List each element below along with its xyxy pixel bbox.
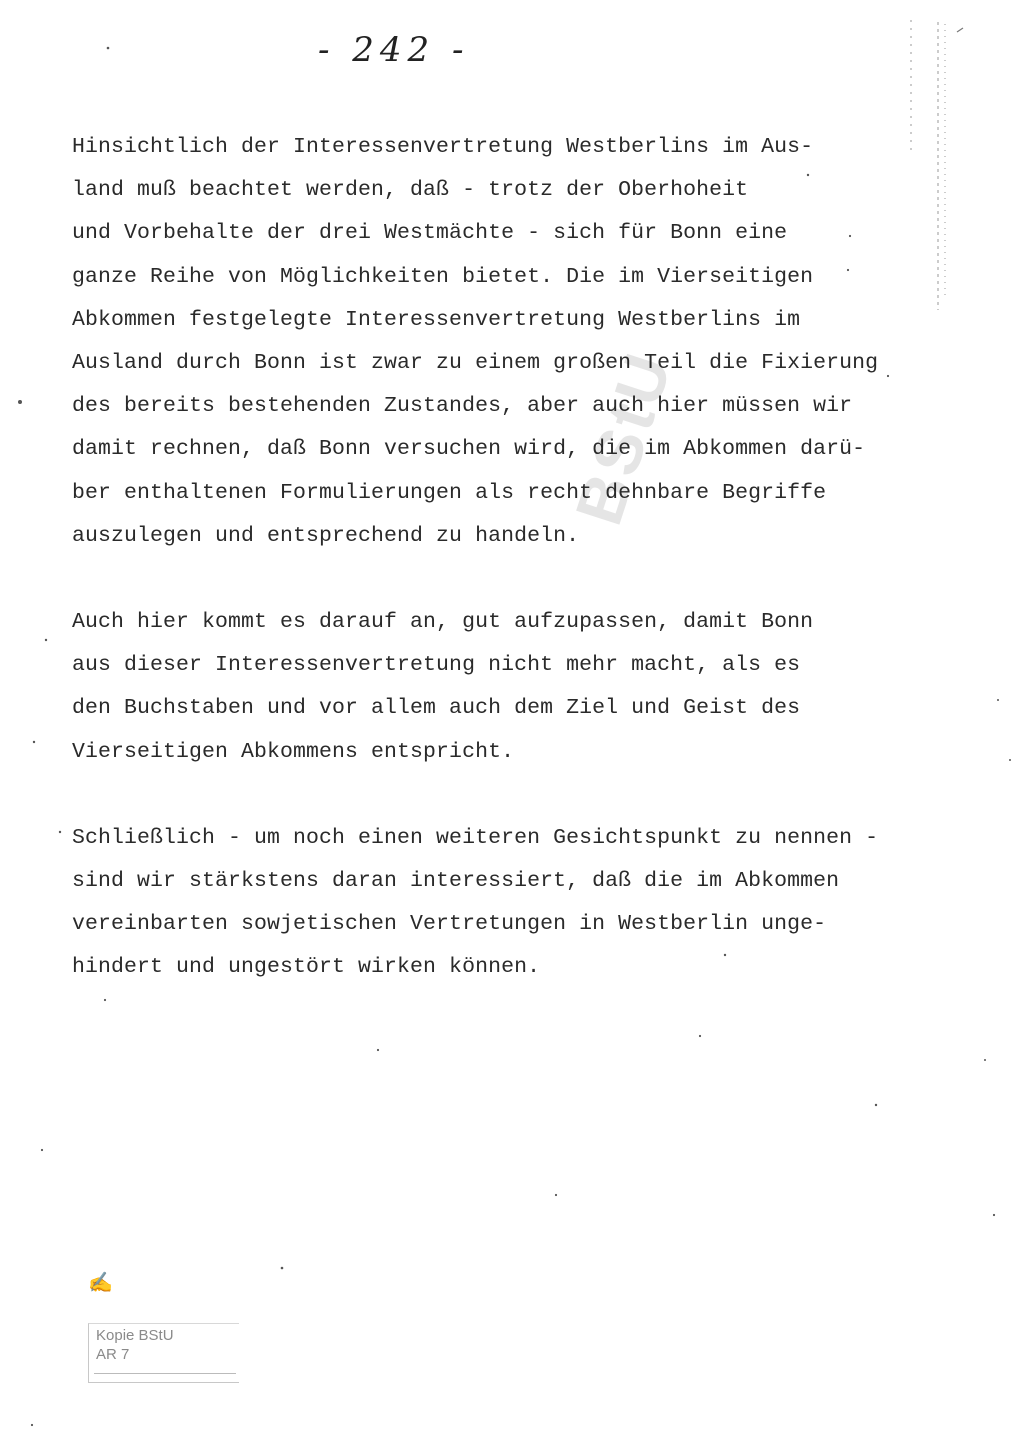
text-line: Schließlich - um noch einen weiteren Gesichtspunkt zu nennen - bbox=[72, 825, 879, 850]
text-line: ber enthaltenen Formulierungen als recht dehnbare Begriffe bbox=[72, 480, 827, 505]
text-line: Abkommen festgelegte Interessenvertretung Westberlins im bbox=[72, 307, 801, 332]
text-line: vereinbarten sowjetischen Vertretungen in Westberlin unge- bbox=[72, 912, 827, 937]
archive-stamp bbox=[88, 1323, 239, 1383]
text-line: hindert und ungestört wirken können. bbox=[72, 955, 541, 980]
text-line: land muß beachtet werden, daß - trotz der Oberhoheit bbox=[72, 178, 749, 203]
text-line: Ausland durch Bonn ist zwar zu einem großen Teil die Fixierung bbox=[72, 351, 879, 376]
page-number: - 242 - bbox=[318, 30, 470, 70]
text-line: aus dieser Interessenvertretung nicht mehr macht, als es bbox=[72, 653, 801, 678]
bstu-watermark: BStU bbox=[560, 341, 687, 534]
stamp-line-1: Kopie BStU bbox=[96, 1327, 174, 1344]
text-line: auszulegen und entsprechend zu handeln. bbox=[72, 523, 580, 548]
stamp-line-2: AR 7 bbox=[96, 1346, 130, 1363]
text-line: Vierseitigen Abkommens entspricht. bbox=[72, 739, 515, 764]
text-line: Auch hier kommt es darauf an, gut aufzupassen, damit Bonn bbox=[72, 610, 814, 635]
text-line: Hinsichtlich der Interessenvertretung Westberlins im Aus- bbox=[72, 135, 814, 159]
text-line: ganze Reihe von Möglichkeiten bietet. Die im Vierseitigen bbox=[72, 264, 814, 289]
text-line: des bereits bestehenden Zustandes, aber auch hier müssen wir bbox=[72, 394, 853, 419]
text-line: sind wir stärkstens daran interessiert, daß die im Abkommen bbox=[72, 869, 840, 894]
text-line: damit rechnen, daß Bonn versuchen wird, die im Abkommen darü- bbox=[72, 437, 866, 462]
stamp-rule bbox=[94, 1373, 236, 1374]
faint-marginal-scribble: ✍ bbox=[88, 1270, 113, 1294]
text-line: den Buchstaben und vor allem auch dem Ziel und Geist des bbox=[72, 696, 801, 721]
text-line: und Vorbehalte der drei Westmächte - sich für Bonn eine bbox=[72, 221, 788, 246]
